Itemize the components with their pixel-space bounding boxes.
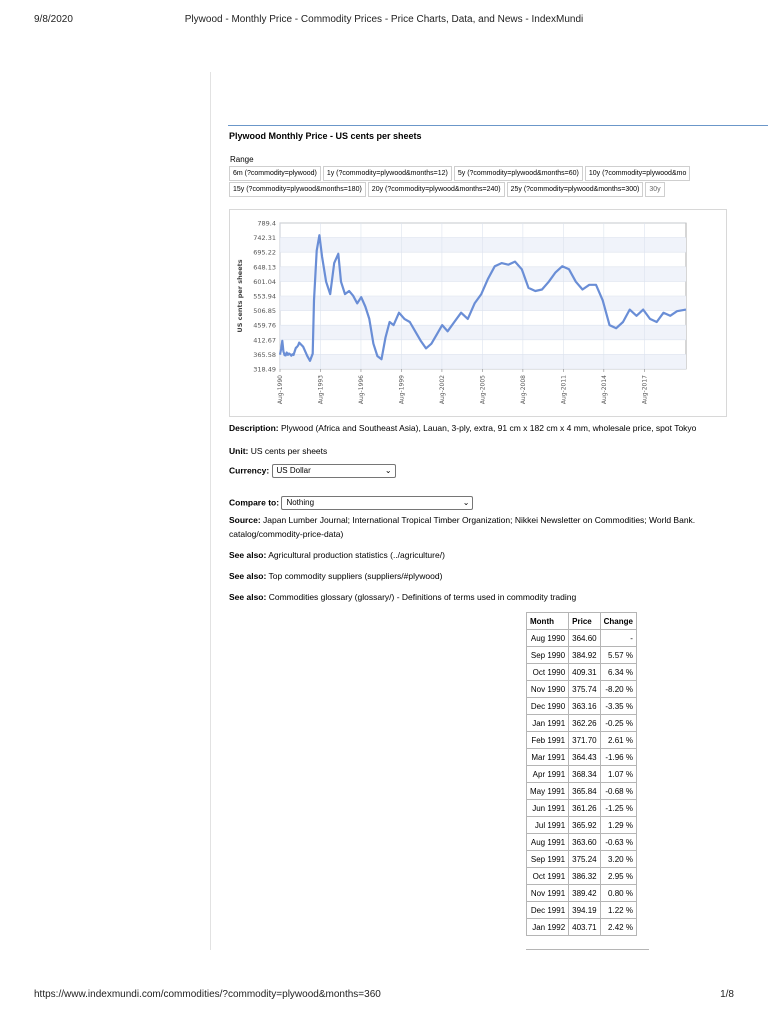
change-cell: 6.34 %	[600, 664, 636, 681]
change-cell: -0.25 %	[600, 715, 636, 732]
table-row	[527, 630, 637, 647]
change-cell: -1.96 %	[600, 749, 636, 766]
range-15y-link[interactable]: 15y (?commodity=plywood&months=180)	[229, 182, 366, 197]
see-also-label: See also:	[229, 571, 267, 581]
price-cell: 394.19	[569, 902, 600, 919]
change-cell: 0.80 %	[600, 885, 636, 902]
y-tick-label: 318.49	[253, 365, 276, 374]
price-header: Price	[569, 613, 600, 630]
y-tick-label: 789.4	[257, 219, 276, 228]
price-cell: 375.74	[569, 681, 600, 698]
price-cell: 384.92	[569, 647, 600, 664]
month-cell: Aug 1990	[527, 630, 569, 647]
y-tick-label: 412.67	[253, 336, 276, 345]
table-row	[527, 647, 637, 664]
print-url: https://www.indexmundi.com/commodities/?commodity=plywood&months=360	[34, 989, 381, 1000]
description-text: Plywood (Africa and Southeast Asia), Lauan, 3-ply, extra, 91 cm x 182 cm x 4 mm, wholesale price, spot Tokyo	[280, 423, 697, 433]
change-cell: 1.29 %	[600, 817, 636, 834]
change-cell: -	[600, 630, 636, 647]
source-line	[229, 515, 695, 525]
range-5y-link[interactable]: 5y (?commodity=plywood&months=60)	[454, 166, 583, 181]
table-row	[527, 885, 637, 902]
month-cell: Oct 1991	[527, 868, 569, 885]
month-header: Month	[527, 613, 569, 630]
month-cell: Aug 1991	[527, 834, 569, 851]
description-line	[229, 423, 696, 433]
month-cell: Nov 1991	[527, 885, 569, 902]
price-cell: 389.42	[569, 885, 600, 902]
change-cell: 1.22 %	[600, 902, 636, 919]
range-1y-link[interactable]: 1y (?commodity=plywood&months=12)	[323, 166, 452, 181]
table-row	[527, 664, 637, 681]
compare-selected-value: Nothing	[286, 498, 315, 507]
table-row	[527, 749, 637, 766]
change-cell: 2.61 %	[600, 732, 636, 749]
table-row	[527, 783, 637, 800]
table-row	[527, 902, 637, 919]
x-tick-label: Aug-1993	[317, 375, 325, 405]
print-header	[0, 14, 768, 30]
month-cell: Jan 1992	[527, 919, 569, 936]
table-row	[527, 868, 637, 885]
price-cell: 364.43	[569, 749, 600, 766]
x-tick-label: Aug-1996	[357, 375, 365, 405]
x-tick-label: Aug-1990	[277, 375, 284, 405]
x-tick-label: Aug-2017	[641, 375, 649, 405]
print-page-number: 1/8	[720, 989, 734, 1000]
x-tick-label: Aug-2014	[600, 375, 608, 405]
price-cell: 403.71	[569, 919, 600, 936]
y-tick-label: 695.22	[253, 248, 276, 257]
print-title: Plywood - Monthly Price - Commodity Prices - Price Charts, Data, and News - IndexMundi	[184, 14, 584, 25]
table-row	[527, 732, 637, 749]
month-cell: Oct 1990	[527, 664, 569, 681]
currency-label: Currency:	[229, 465, 270, 476]
price-chart	[229, 209, 727, 417]
x-tick-label: Aug-2002	[438, 375, 446, 405]
y-tick-label: 365.58	[253, 350, 276, 359]
y-tick-label: 742.31	[253, 234, 276, 243]
month-cell: Jul 1991	[527, 817, 569, 834]
y-tick-label: 601.04	[253, 277, 276, 286]
price-cell: 364.60	[569, 630, 600, 647]
price-chart-svg	[230, 210, 726, 416]
price-table-body	[527, 630, 637, 936]
price-cell: 365.92	[569, 817, 600, 834]
price-cell: 375.24	[569, 851, 600, 868]
price-cell: 386.32	[569, 868, 600, 885]
change-cell: -0.68 %	[600, 783, 636, 800]
unit-label: Unit:	[229, 446, 249, 456]
x-tick-label: Aug-1999	[398, 375, 406, 405]
range-25y-link[interactable]: 25y (?commodity=plywood&months=300)	[507, 182, 644, 197]
table-row	[527, 800, 637, 817]
unit-line	[229, 446, 327, 456]
price-cell: 363.16	[569, 698, 600, 715]
range-10y-link[interactable]: 10y (?commodity=plywood&mo	[585, 166, 690, 181]
left-divider	[210, 72, 211, 950]
print-footer	[0, 989, 768, 1003]
see-also-glossary	[229, 592, 576, 602]
unit-text: US cents per sheets	[250, 446, 328, 456]
see-also-glossary-link[interactable]: Commodities glossary (glossary/) - Definitions of terms used in commodity trading	[268, 592, 577, 602]
compare-select[interactable]	[281, 496, 473, 510]
table-row	[527, 715, 637, 732]
currency-selected-value: US Dollar	[276, 466, 311, 475]
see-also-label: See also:	[229, 550, 267, 560]
y-tick-label: 553.94	[253, 292, 276, 301]
table-row	[527, 766, 637, 783]
compare-label: Compare to:	[229, 497, 280, 508]
y-tick-label: 459.76	[253, 321, 276, 330]
month-cell: Sep 1991	[527, 851, 569, 868]
print-date: 9/8/2020	[34, 14, 73, 25]
price-cell: 365.84	[569, 783, 600, 800]
month-cell: Dec 1991	[527, 902, 569, 919]
see-also-suppliers-link[interactable]: Top commodity suppliers (suppliers/#plywood)	[268, 571, 443, 581]
change-cell: 3.20 %	[600, 851, 636, 868]
change-cell: -3.35 %	[600, 698, 636, 715]
source-link-text[interactable]: catalog/commodity-price-data)	[229, 529, 344, 539]
range-row-1	[229, 166, 692, 181]
y-axis-label: US cents per sheets	[236, 259, 244, 333]
change-header: Change	[600, 613, 636, 630]
month-cell: Apr 1991	[527, 766, 569, 783]
month-cell: Nov 1990	[527, 681, 569, 698]
price-cell: 409.31	[569, 664, 600, 681]
change-cell: 2.95 %	[600, 868, 636, 885]
grid-band	[280, 238, 686, 253]
table-row	[527, 698, 637, 715]
price-cell: 362.26	[569, 715, 600, 732]
y-tick-label: 648.13	[253, 263, 276, 272]
change-cell: 2.42 %	[600, 919, 636, 936]
change-cell: 1.07 %	[600, 766, 636, 783]
month-cell: Jan 1991	[527, 715, 569, 732]
grid-band	[280, 325, 686, 340]
price-cell: 368.34	[569, 766, 600, 783]
month-cell: Mar 1991	[527, 749, 569, 766]
price-table	[526, 612, 637, 936]
currency-select[interactable]	[272, 464, 396, 478]
table-row	[527, 817, 637, 834]
x-tick-label: Aug-2008	[519, 375, 527, 405]
x-tick-label: Aug-2005	[479, 375, 487, 405]
currency-line	[229, 464, 396, 478]
chevron-down-icon: ⌄	[462, 498, 470, 507]
source-link-line[interactable]	[229, 529, 343, 539]
table-row	[527, 919, 637, 936]
see-also-agriculture	[229, 550, 445, 560]
grid-band	[280, 354, 686, 369]
table-row	[527, 851, 637, 868]
see-also-suppliers	[229, 571, 442, 581]
compare-line	[229, 496, 473, 510]
range-6m-link[interactable]: 6m (?commodity=plywood)	[229, 166, 321, 181]
table-row	[527, 681, 637, 698]
change-cell: -8.20 %	[600, 681, 636, 698]
range-label: Range	[230, 155, 254, 164]
price-cell: 361.26	[569, 800, 600, 817]
range-row-2	[229, 182, 667, 197]
table-row	[527, 834, 637, 851]
range-20y-link[interactable]: 20y (?commodity=plywood&months=240)	[368, 182, 505, 197]
x-tick-label: Aug-2011	[560, 375, 568, 405]
change-cell: 5.57 %	[600, 647, 636, 664]
grid-band	[280, 296, 686, 311]
month-cell: Feb 1991	[527, 732, 569, 749]
source-text: Japan Lumber Journal; International Tropical Timber Organization; Nikkei Newsletter on Commodities; World Bank.	[263, 515, 696, 525]
source-label: Source:	[229, 515, 261, 525]
see-also-agriculture-link[interactable]: Agricultural production statistics (../agriculture/)	[268, 550, 445, 560]
top-divider	[228, 125, 768, 126]
see-also-label: See also:	[229, 592, 267, 602]
page-title: Plywood Monthly Price - US cents per sheets	[229, 131, 422, 141]
range-30y-current: 30y	[645, 182, 664, 197]
change-cell: -0.63 %	[600, 834, 636, 851]
change-cell: -1.25 %	[600, 800, 636, 817]
table-header-row	[527, 613, 637, 630]
price-cell: 363.60	[569, 834, 600, 851]
chevron-down-icon: ⌄	[384, 466, 392, 475]
description-label: Description:	[229, 423, 279, 433]
month-cell: Sep 1990	[527, 647, 569, 664]
y-tick-label: 506.85	[253, 307, 276, 316]
month-cell: Jun 1991	[527, 800, 569, 817]
table-bottom-rule	[526, 949, 649, 950]
price-cell: 371.70	[569, 732, 600, 749]
month-cell: Dec 1990	[527, 698, 569, 715]
month-cell: May 1991	[527, 783, 569, 800]
